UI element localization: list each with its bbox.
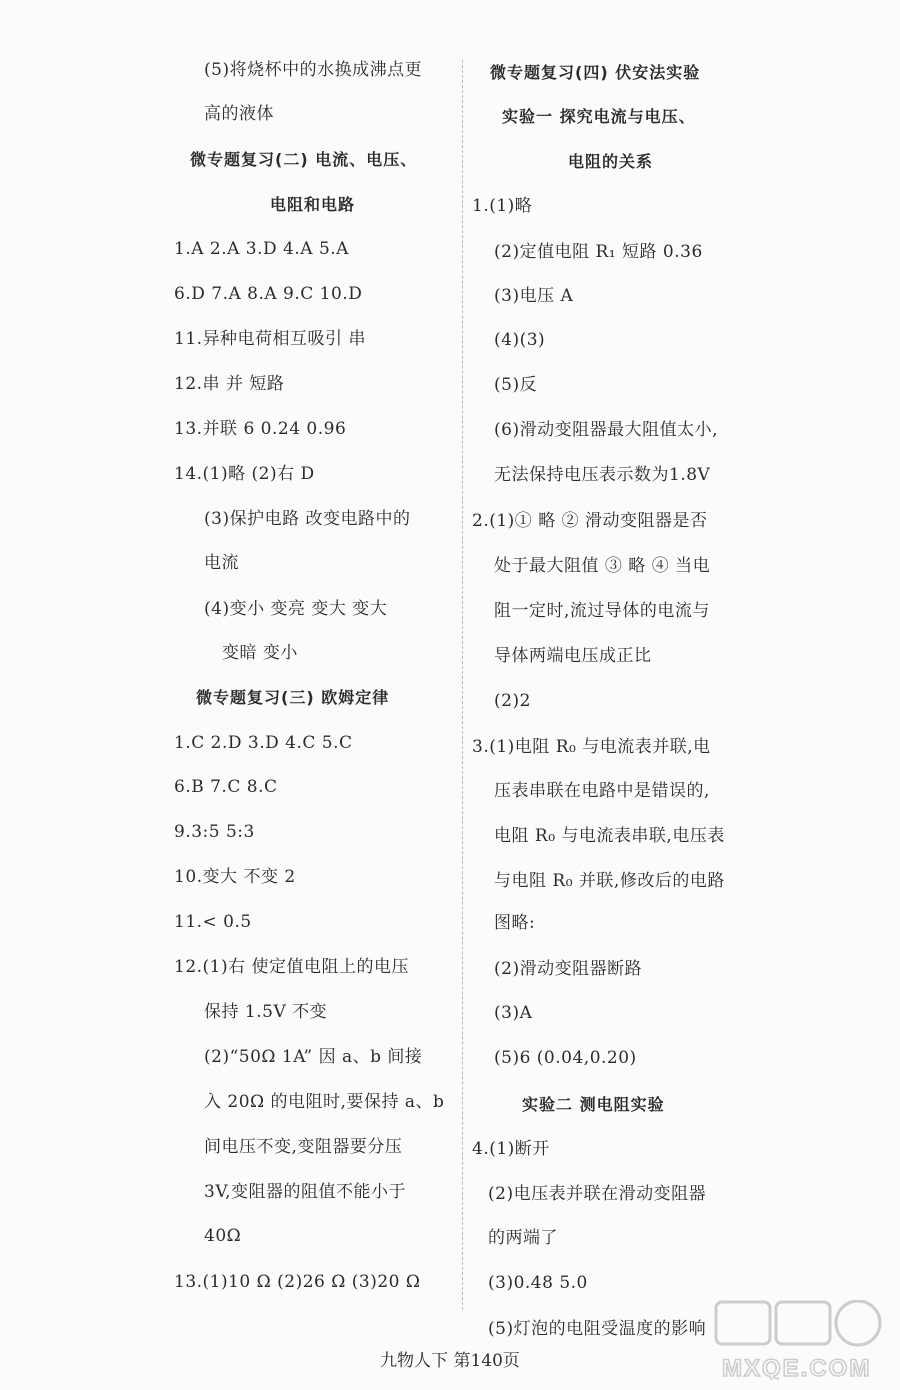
text-line: 10.变大 不变 2 [174,867,296,887]
text-line: 12.串 并 短路 [174,374,285,394]
text-line: (6)滑动变阻器最大阻值太小, [494,420,718,440]
text-line: (2)2 [494,691,531,711]
text-line: (3)A [494,1003,533,1023]
page-footer: 九物人下 第140页 [380,1351,520,1371]
section-heading: 实验一 探究电流与电压、 [502,107,696,126]
section-heading: 电阻和电路 [270,195,356,214]
text-line: (2)滑动变阻器断路 [494,959,643,979]
section-heading: 电阻的关系 [568,152,654,171]
text-line: 与电阻 R₀ 并联,修改后的电路 [494,871,725,891]
text-line: 电流 [204,553,239,573]
text-line: 保持 1.5V 不变 [204,1002,328,1022]
text-line: (5)灯泡的电阻受温度的影响 [488,1319,707,1339]
text-line: 13.(1)10 Ω (2)26 Ω (3)20 Ω [174,1272,421,1292]
text-line: (2)电压表并联在滑动变阻器 [488,1184,707,1204]
text-line: 变暗 变小 [222,643,298,663]
text-line: (3)保护电路 改变电路中的 [204,509,411,529]
section-heading: 微专题复习(四) 伏安法实验 [490,63,701,82]
text-line: 电阻 R₀ 与电流表串联,电压表 [494,826,725,846]
text-line: 11.< 0.5 [174,912,252,932]
text-line: 高的液体 [204,104,274,124]
text-line: 阻一定时,流过导体的电流与 [494,601,710,621]
column-divider [462,60,463,1310]
text-line: (3)0.48 5.0 [488,1273,588,1293]
watermark-text: MXQE.COM [722,1355,872,1380]
text-line: 1.(1)略 [472,196,533,216]
text-line: 的两端了 [488,1228,558,1248]
text-line: (3)电压 A [494,286,574,306]
text-line: 无法保持电压表示数为1.8V [494,465,711,485]
text-line: 2.(1)① 略 ② 滑动变阻器是否 [472,511,708,531]
text-line: (2)“50Ω 1A” 因 a、b 间接 [204,1047,423,1067]
text-line: (5)6 (0.04,0.20) [494,1048,637,1068]
text-line: 9.3:5 5:3 [174,822,255,842]
text-line: (5)反 [494,375,538,395]
text-line: 4.(1)断开 [472,1139,550,1159]
text-line: 1.C 2.D 3.D 4.C 5.C [174,733,353,753]
text-line: 3.(1)电阻 R₀ 与电流表并联,电 [472,737,711,757]
text-line: (4)变小 变亮 变大 变大 [204,599,388,619]
text-line: 图略: [494,913,536,933]
text-line: 入 20Ω 的电阻时,要保持 a、b [204,1092,445,1112]
text-line: 40Ω [204,1226,242,1246]
section-heading: 微专题复习(三) 欧姆定律 [196,688,390,707]
section-heading: 实验二 测电阻实验 [522,1095,665,1114]
text-line: 间电压不变,变阻器要分压 [204,1137,403,1157]
text-line: (4)(3) [494,330,546,350]
text-line: 3V,变阻器的阻值不能小于 [204,1182,407,1202]
text-line: 14.(1)略 (2)右 D [174,464,315,484]
text-line: (2)定值电阻 R₁ 短路 0.36 [494,242,703,262]
text-line: 13.并联 6 0.24 0.96 [174,419,347,439]
text-line: 6.B 7.C 8.C [174,777,278,797]
text-line: 导体两端电压成正比 [494,646,652,666]
text-line: 12.(1)右 使定值电阻上的电压 [174,957,410,977]
text-line: 6.D 7.A 8.A 9.C 10.D [174,284,363,304]
text-line: 11.异种电荷相互吸引 串 [174,329,366,349]
text-line: 压表串联在电路中是错误的, [494,781,710,801]
section-heading: 微专题复习(二) 电流、电压、 [190,150,418,169]
text-line: 1.A 2.A 3.D 4.A 5.A [174,239,349,259]
text-line: 处于最大阻值 ③ 略 ④ 当电 [494,556,711,576]
text-line: (5)将烧杯中的水换成沸点更 [204,60,423,80]
